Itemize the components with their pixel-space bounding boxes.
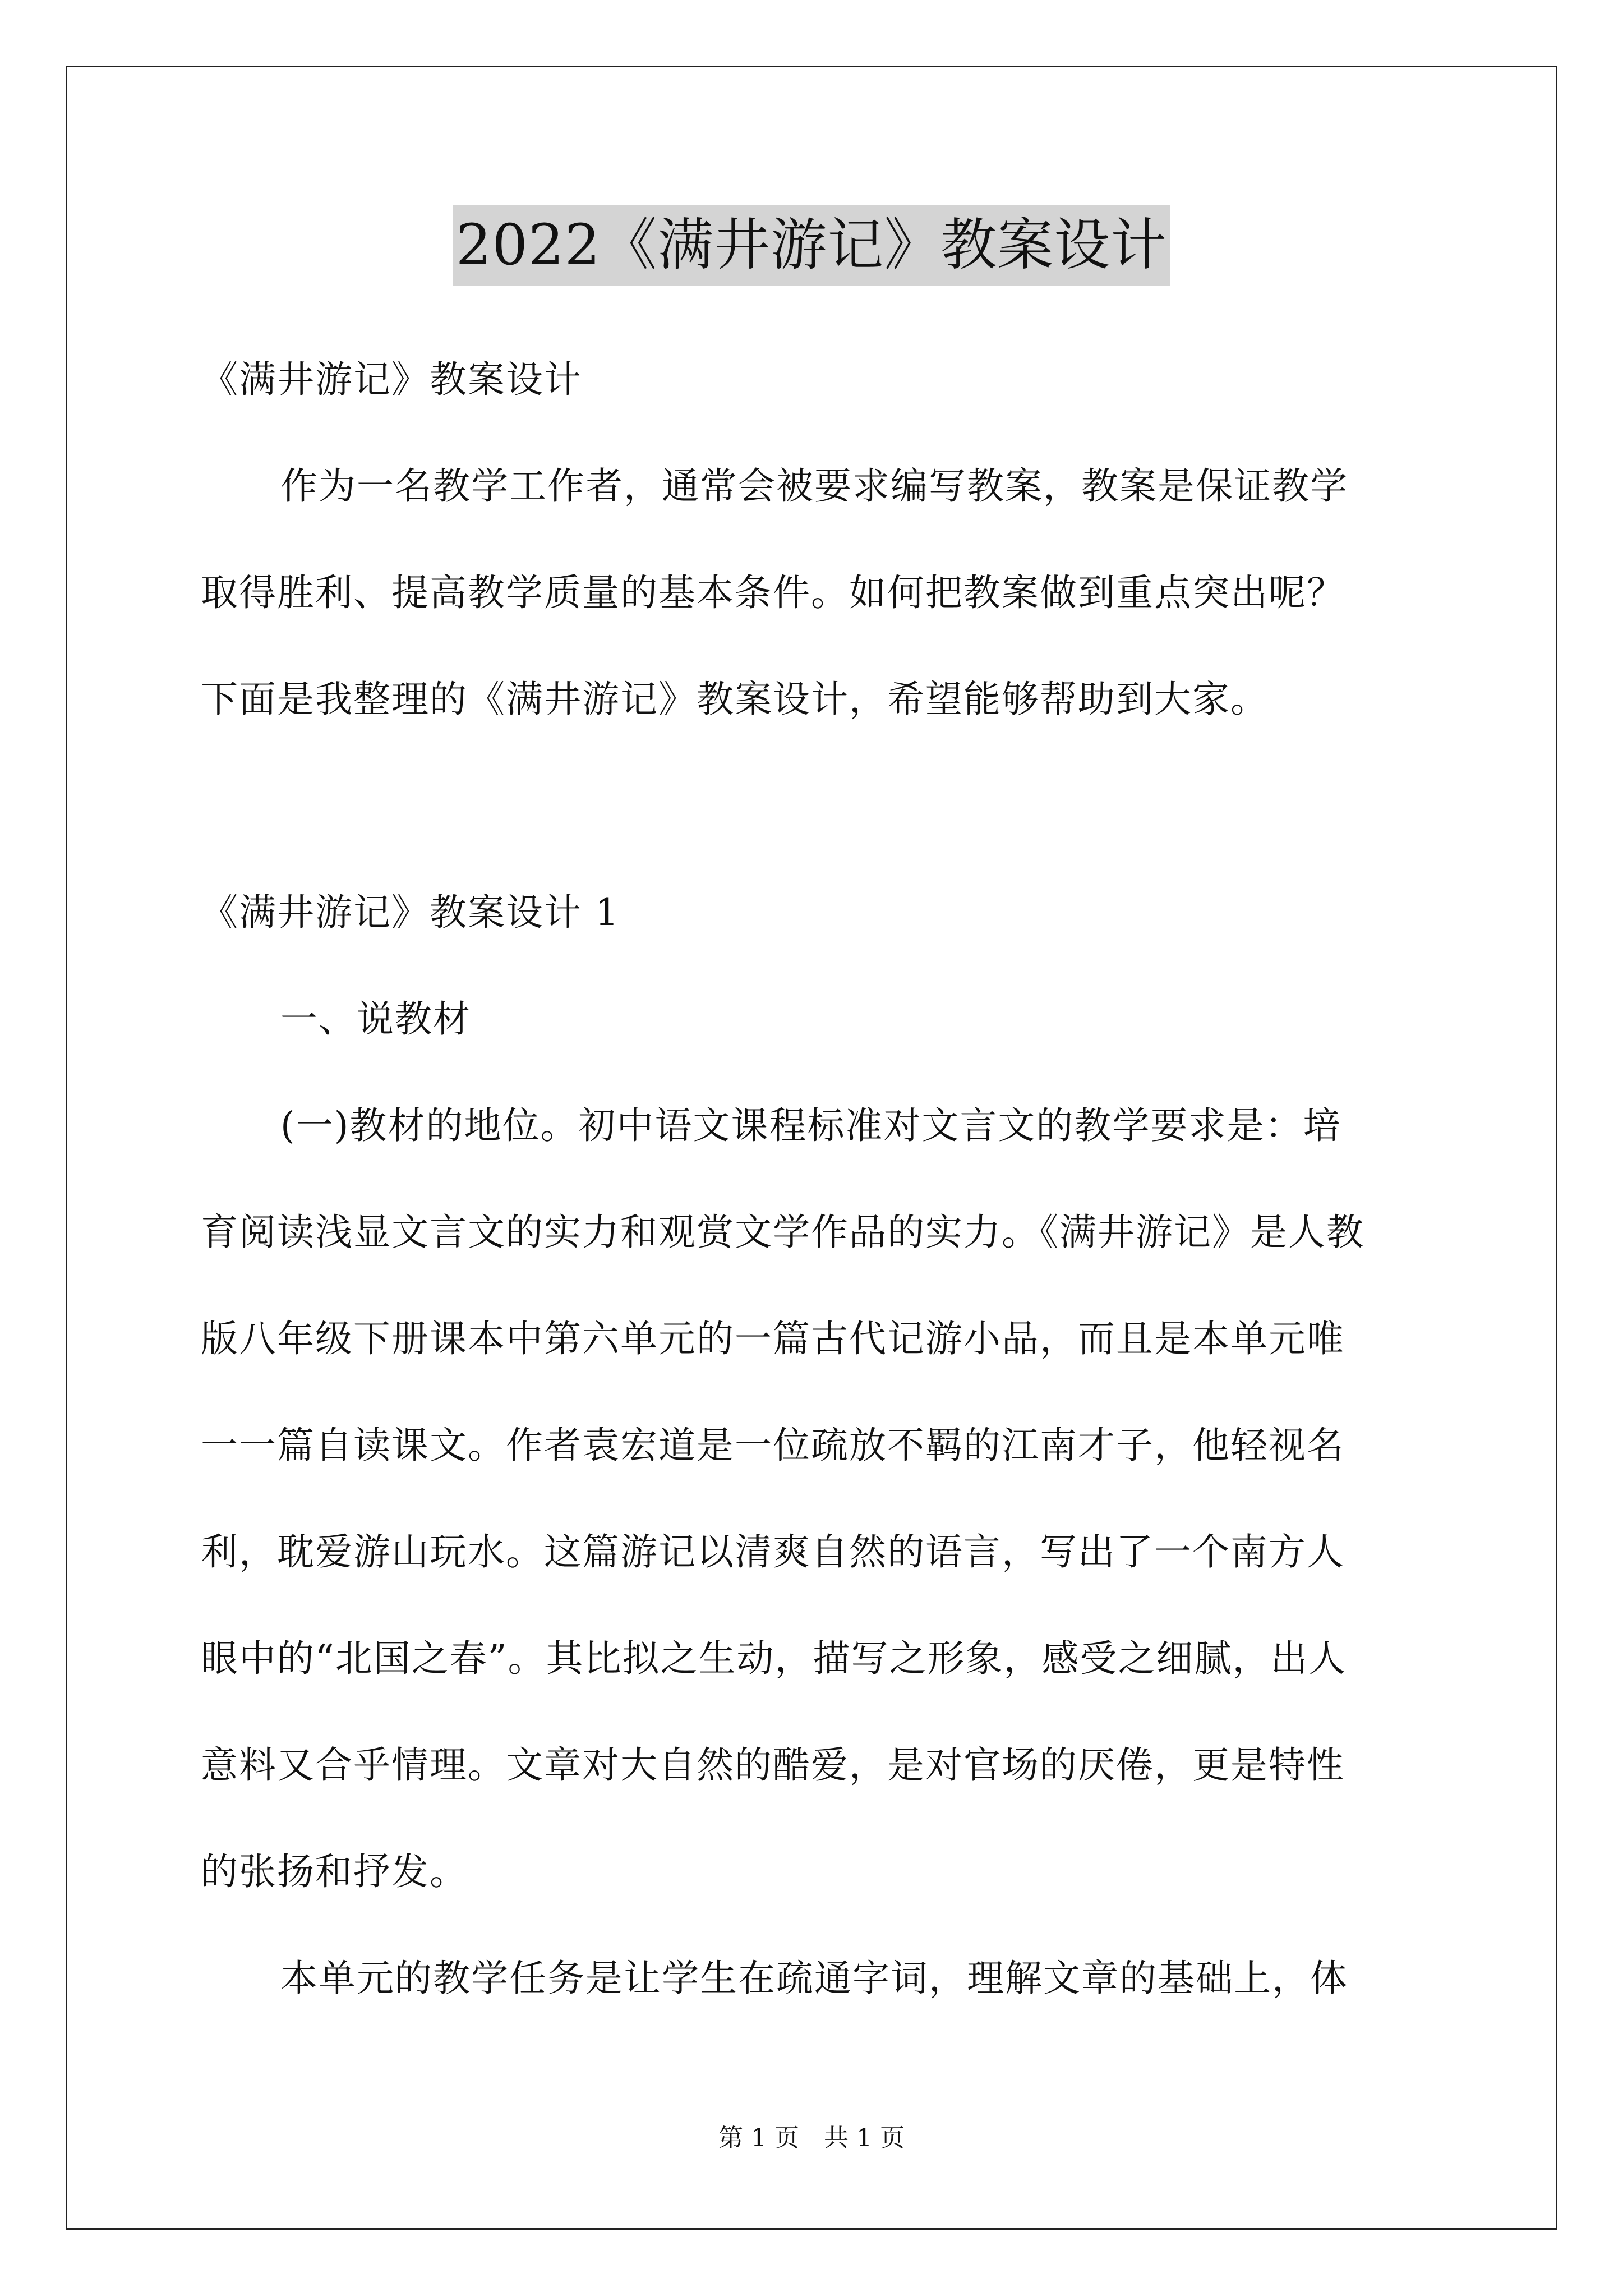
paragraph-line: 本单元的教学任务是让学生在疏通字词，理解文章的基础上，体 <box>280 1957 1348 2000</box>
paragraph-line: 下面是我整理的《满井游记》教案设计，希望能够帮助到大家。 <box>201 678 1269 721</box>
paragraph-line: 的张扬和抒发。 <box>201 1850 468 1893</box>
paragraph-line: 眼中的“北国之春”。其比拟之生动，描写之形象，感受之细腻，出人 <box>201 1637 1347 1680</box>
paragraph-line: 一一篇自读课文。作者袁宏道是一位疏放不羁的江南才子，他轻视名 <box>201 1424 1345 1467</box>
subtitle-line: 《满井游记》教案设计 <box>201 358 582 401</box>
page-footer: 第 1 页 共 1 页 <box>718 2124 905 2152</box>
title-wrap <box>0 205 1623 286</box>
paragraph-line: 利，耽爱游山玩水。这篇游记以清爽自然的语言，写出了一个南方人 <box>201 1530 1345 1573</box>
subsection-heading: 一、说教材 <box>280 997 471 1041</box>
paragraph-line: (一)教材的地位。初中语文课程标准对文言文的教学要求是：培 <box>280 1104 1341 1147</box>
paragraph-line: 取得胜利、提高教学质量的基本条件。如何把教案做到重点突出呢？ <box>201 571 1345 614</box>
paragraph-line: 作为一名教学工作者，通常会被要求编写教案，教案是保证教学 <box>280 464 1348 508</box>
paragraph-line: 意料又合乎情理。文章对大自然的酷爱，是对官场的厌倦，更是特性 <box>201 1743 1345 1787</box>
section-heading: 《满井游记》教案设计 1 <box>201 891 620 934</box>
paragraph-line: 版八年级下册课本中第六单元的一篇古代记游小品，而且是本单元唯 <box>201 1317 1345 1360</box>
document-title: 2022《满井游记》教案设计 <box>453 205 1171 286</box>
paragraph-line: 育阅读浅显文言文的实力和观赏文学作品的实力。《满井游记》是人教 <box>201 1211 1364 1254</box>
